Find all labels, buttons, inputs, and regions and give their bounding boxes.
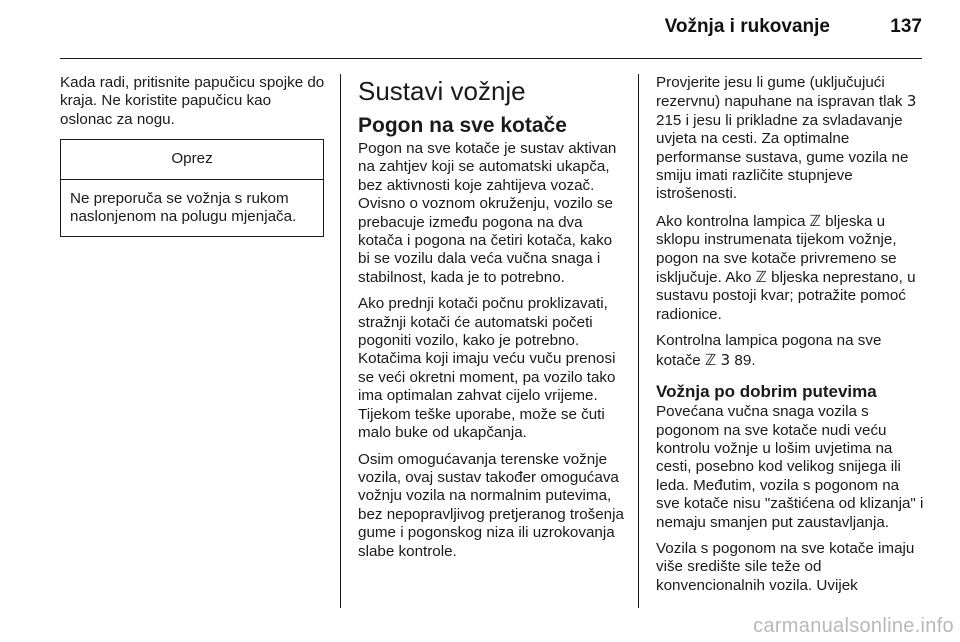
column-divider-2	[638, 74, 639, 608]
running-header-title: Vožnja i rukovanje	[664, 16, 830, 37]
awd-warning-lamp-icon: ℤ	[704, 350, 717, 369]
column-divider-1	[340, 74, 341, 608]
header-rule	[60, 58, 922, 59]
caution-title: Oprez	[61, 140, 323, 179]
good-roads-paragraph-1: Povećana vučna snaga vozila s pogonom na sve kotače nudi veću kontrolu vožnje u lošim uvjetima na cesti, posebno kod velikog snijega ili leda. Međutim, vozila s pogonom na sve kotače nisu "zaštićena od klizanja" i nemaju smanjen put zaustavljanja.	[656, 403, 924, 531]
clutch-paragraph: Kada radi, pritisnite papučicu spojke do kraja. Ne koristite papučicu kao oslonac za nogu.	[60, 74, 325, 128]
good-roads-subheading: Vožnja po dobrim putevima	[656, 382, 877, 402]
tyre-paragraph: Provjerite jesu li gume (uključujući rezervnu) napuhane na ispravan tlak 3 215 i jesu li prikladne za svladavanje uvjeta na cesti. Za optimalne performanse sustava, gume vozila ne smiju imati različite stupnjeve istrošenosti.	[656, 74, 917, 203]
page-number: 137	[890, 16, 922, 37]
section-heading: Sustavi vožnje	[358, 76, 526, 106]
column-3	[656, 74, 924, 603]
watermark: carmanualsonline.info	[753, 615, 954, 637]
page-reference-arrow-icon: 3	[906, 92, 917, 111]
awd-warning-lamp-icon: ℤ	[755, 268, 767, 287]
page-reference-arrow-icon: 3	[720, 350, 731, 369]
good-roads-paragraph-2: Vozila s pogonom na sve kotače imaju više središte sile teže od konvencionalnih vozila. Uvijek	[656, 539, 915, 594]
warning-lamp-paragraph: Ako kontrolna lampica ℤ bljeska u sklopu instrumenata tijekom vožnje, pogon na sve kotače privremeno se isključuje. Ako ℤ bljeska neprestano, u sustavu postoji kvar; potražite pomoć radionice.	[656, 211, 916, 323]
awd-paragraph-2: Ako prednji kotači počnu proklizavati, stražnji kotači će automatski početi pogoniti vozilo, kako je potrebno. Kotačima koji imaju veću vuču prenosi se veći okretni moment, pa vozilo tako ima optimalan zahvat cijelo vrijeme. Tijekom teške uporabe, može se čuti malo buke od ukapčanja.	[358, 295, 616, 442]
column-1	[60, 74, 325, 237]
caution-box	[60, 139, 324, 237]
lamp-reference-paragraph: Kontrolna lampica pogona na sve kotače ℤ 3 89.	[656, 332, 882, 369]
page-reference-215[interactable]: 215	[656, 111, 682, 129]
awd-paragraph-1: Pogon na sve kotače je sustav aktivan na zahtjev koji se automatski ukapča, bez aktivnosti koje zahtijeva vozač. Ovisno o voznom okruženju, vozilo se prebacuje između pogona na dva kotača i pogona na četiri kotača, kako bi se vozilu dala veća vučna snaga i stabilnost, kada je to potrebno.	[358, 140, 617, 286]
caution-body: Ne preporuča se vožnja s rukom naslonjenom na polugu mjenjača.	[70, 189, 297, 226]
page-reference-89[interactable]: 89.	[734, 351, 756, 369]
awd-paragraph-3: Osim omogućavanja terenske vožnje vozila, ovaj sustav također omogućava vožnju vozila na normalnim putevima, bez nepopravljivog pretjeranog trošenja gume i pogonskog niza ili uzrokovanja slabe kontrole.	[358, 450, 624, 560]
column-2	[358, 74, 626, 569]
awd-warning-lamp-icon: ℤ	[809, 211, 821, 230]
awd-subheading: Pogon na sve kotače	[358, 114, 567, 137]
